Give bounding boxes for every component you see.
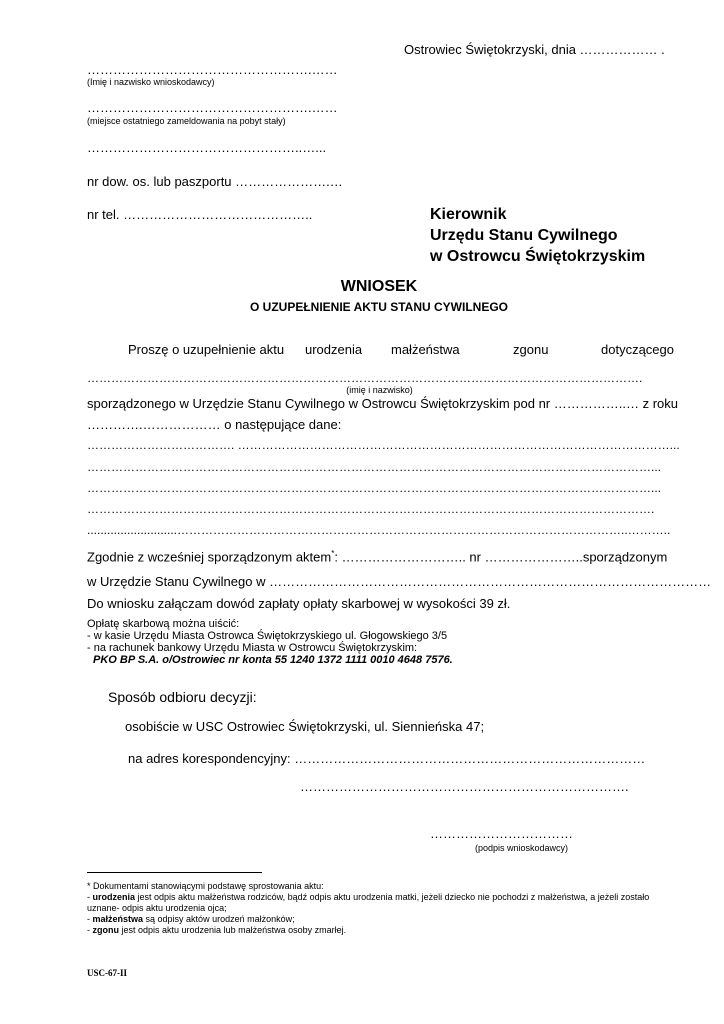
footnote-block	[87, 881, 672, 936]
signature-caption: (podpis wnioskodawcy)	[475, 843, 569, 853]
delivery-address-line-2: ………………………………………………………………….	[300, 779, 629, 794]
person-name-line: ………………………………………………………………………………………………………………………….	[87, 371, 643, 385]
data-line-2: ……………………………………………………………………………………………………………………………...	[87, 460, 662, 474]
data-line-3: ……………………………………………………………………………………………………………………………...	[87, 481, 662, 495]
data-line-5: ...........................…………………………………………………………………………………………………..………..	[87, 523, 671, 537]
bank-account: PKO BP S.A. o/Ostrowiec nr konta 55 1240 1372 1111 0010 4648 7576.	[93, 654, 453, 666]
registry-office-line: w Urzędzie Stanu Cywilnego w …………………………………………………………………………………………	[87, 574, 712, 589]
fee-line-2: - w kasie Urzędu Miasta Ostrowca Świętokrzyskiego ul. Głogowskiego 3/5	[87, 630, 448, 642]
footnote-intro: * Dokumentami stanowiącymi podstawę sprostowania aktu:	[87, 881, 324, 891]
data-line-1: ………………………………. ………………………………………………………………………………………………...	[87, 438, 680, 452]
applicant-name-caption: (Imię i nazwisko wnioskodawcy)	[87, 77, 215, 87]
delivery-address: na adres korespondencyjny: ………………………………………………………………………	[128, 751, 646, 766]
fee-line-1: Opłatę skarbową można uiścić:	[87, 618, 240, 630]
applicant-name-line: …………………………………………….……	[87, 62, 338, 77]
addressee-line-1: Kierownik	[430, 206, 507, 223]
consistent-act-fields: : ……………………….. nr …………………..sporządzonym	[334, 549, 668, 565]
document-title: WNIOSEK	[340, 278, 418, 295]
place-date: Ostrowiec Świętokrzyski, dnia ……………… .	[404, 42, 665, 57]
attachment-note: Do wniosku załączam dowód zapłaty opłaty skarbowej w wysokości 39 zł.	[87, 596, 511, 611]
person-name-caption: (imię i nazwisko)	[346, 385, 413, 395]
consistent-act-line	[87, 549, 667, 564]
footnote-death: - zgonu jest odpis aktu urodzenia lub małżeństwa osoby zmarłej.	[87, 925, 347, 935]
phone-field: nr tel. ……………………………………..	[87, 207, 313, 222]
footnote-marriage: - małżeństwa są odpisy aktów urodzeń małżonków;	[87, 914, 295, 924]
footnote-birth: - urodzenia jest odpis aktu małżeństwa rodziców, bądź odpis aktu urodzenia matki, jeżeli dziecko nie pochodzi z małżeństwa, a jeżeli zostało uznane- odpis aktu urodzenia ojca;	[87, 892, 650, 913]
consistent-act-text: Zgodnie z wcześniej sporządzonym aktem	[87, 549, 332, 565]
option-marriage: małżeństwa	[391, 342, 460, 357]
address-line: …………………………………………….……	[87, 100, 338, 115]
data-line-4: …………………………………………………………………………………………………………………………….	[87, 502, 655, 516]
signature-line: ……………………………	[430, 826, 573, 841]
fee-line-3: - na rachunek bankowy Urzędu Miasta w Ostrowcu Świętokrzyskim:	[87, 642, 418, 654]
document-subtitle: O UZUPEŁNIENIE AKTU STANU CYWILNEGO	[250, 300, 508, 314]
footnote-marker: *	[331, 549, 335, 558]
delivery-personal: osobiście w USC Ostrowiec Świętokrzyski, ul. Siennieńska 47;	[125, 719, 485, 734]
address-caption: (miejsce ostatniego zameldowania na pobyt stały)	[87, 116, 286, 126]
following-data-line: ………….……………… o następujące dane:	[87, 417, 342, 432]
delivery-heading: Sposób odbioru decyzji:	[108, 689, 257, 705]
option-death: zgonu	[513, 342, 549, 357]
id-number-field: nr dow. os. lub paszportu ………………….…	[87, 174, 343, 189]
option-birth: urodzenia	[305, 342, 363, 357]
addressee-line-3: w Ostrowcu Świętokrzyskim	[430, 248, 646, 265]
fee-info	[87, 618, 447, 654]
request-concerning: dotyczącego	[601, 342, 674, 357]
footnote-rule	[87, 872, 262, 873]
form-code: USC-67-II	[87, 968, 128, 978]
drawn-up-line: sporządzonego w Urzędzie Stanu Cywilnego w Ostrowcu Świętokrzyskim pod nr ……………..… z roku	[87, 396, 678, 411]
addressee-block	[430, 204, 645, 267]
request-intro: Proszę o uzupełnienie aktu	[128, 342, 285, 357]
address-line-2: …………………………………………..…...	[87, 140, 327, 155]
addressee-line-2: Urzędu Stanu Cywilnego	[430, 227, 618, 244]
